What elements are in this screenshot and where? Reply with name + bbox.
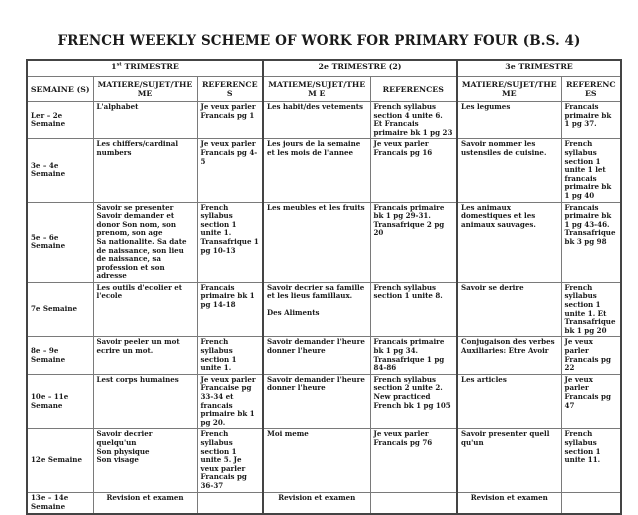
matiere-3-cell [457,102,561,139]
cell-line: French syllabus section 1 unite 1. [200,337,237,373]
table-row [27,492,621,514]
matiere-2-cell [263,102,370,139]
cell-line: Je veux parler Francais pg 4-5 [200,139,258,166]
table-row [27,429,621,492]
week-cell: 8e – 9e Semaine [27,337,93,374]
references-1-cell [197,102,263,139]
references-2-cell [370,492,457,514]
week-cell: 5e – 6e Semaine [27,202,93,282]
cell-line: Les habit/des vetements [267,102,364,111]
week-cell: 12e Semaine [27,429,93,492]
week-cell: 13e – 14e Semaine [27,492,93,514]
references-2-cell [370,337,457,374]
cell-line: Des Aliments [267,308,320,318]
cell-line: Francais primaire bk 1 pg 37. [564,102,612,129]
references-3-cell [561,282,621,337]
cell-line: Revision et examen [278,492,356,502]
cell-line: Je veux parler Francais pg 16 [373,139,433,157]
cell-line: Savoir demander et donor Son nom, son prenom, son age [96,211,176,238]
cell-line: Savoir nommer les ustensiles de cuisine. [461,139,547,157]
cell-line: French syllabus section 1 unite 1 let francais primaire bk 1 pg 40 [564,139,612,200]
cell-line: Francais primaire bk 1 pg 29-31. Transafrique 2 pg 20 [373,202,445,238]
cell-line: Je veux parler Francais pg 47 [564,374,611,410]
trimester-1-label: TRIMESTRE [121,62,179,71]
header-references-3: REFERENCES [561,77,621,102]
table-row [27,202,621,282]
table-row [27,374,621,429]
scheme-table [26,59,622,515]
cell-line: Francais primaire bk 1 pg 43-46. Transafrique bk 3 pg 98 [564,202,616,246]
references-1-cell [197,337,263,374]
cell-line: Les outils d'ecolier et l'ecole [96,282,183,301]
trimester-1-header [27,60,263,77]
matiere-2-cell [263,202,370,282]
cell-line: Francais primaire bk 1 pg 34. Transafrique 1 pg 84-86 [373,337,445,373]
cell-line: Savoir demander l'heure donner l'heure [267,337,365,356]
references-2-cell [370,102,457,139]
cell-line: French syllabus section 1 unite 11. [564,429,601,465]
table-row [27,139,621,202]
cell-line: Son visage [96,455,139,465]
cell-line: Les chiffers/cardinal numbers [96,139,179,157]
matiere-2-cell [263,282,370,337]
cell-line: French syllabus section 1 unite 5. Je veux parler Francais pg 36-37 [200,429,247,490]
matiere-1-cell [93,429,197,492]
matiere-2-cell [263,374,370,429]
references-3-cell [561,102,621,139]
references-3-cell [561,492,621,514]
cell-line: Les legumes [461,102,511,111]
matiere-1-cell [93,374,197,429]
cell-line: Savoir demander l'heure donner l'heure [267,374,365,393]
cell-line: Sa nationalite. Sa date de naissance, son lieu de naissance, sa profession et son adresse [96,236,187,281]
cell-line: Moi meme [267,429,309,439]
references-1-cell [197,282,263,337]
trimester-3-header: 3e TRIMESTRE [457,60,621,77]
matiere-3-cell [457,282,561,337]
cell-line: Je veux parler Francais pg 22 [564,337,611,373]
references-2-cell [370,202,457,282]
references-2-cell [370,374,457,429]
matiere-1-cell [93,139,197,202]
cell-line: Les animaux domestiques et les animaux sauvages. [461,202,536,229]
references-3-cell [561,337,621,374]
week-cell: 3e – 4e Semaine [27,139,93,202]
cell-line: French syllabus section 2 unite 2. New practiced French bk 1 pg 105 [373,374,451,410]
cell-line: Savoir decrier quelqu'un [96,429,153,447]
references-3-cell [561,202,621,282]
matiere-1-cell [93,492,197,514]
cell-line: Revision et examen [106,492,184,502]
week-cell: Ler – 2e Semaine [27,102,93,139]
page-title: FRENCH WEEKLY SCHEME OF WORK FOR PRIMARY FOUR (B.S. 4) [57,33,581,49]
header-references-2: REFERENCES [370,77,457,102]
references-2-cell [370,282,457,337]
matiere-1-cell [93,337,197,374]
table-row [27,282,621,337]
cell-line: Savoir presenter quell qu'un [461,429,550,447]
header-matiere-1: MATIERE/SUJET/THE ME [93,77,197,102]
matiere-1-cell [93,102,197,139]
header-matiere-2: MATIEME/SUJET/THEM E [263,77,370,102]
cell-line: Savoir decrier sa famille et les lieus famillaux. [267,282,365,301]
references-2-cell [370,139,457,202]
cell-line: Les meubles et les fruits [267,202,365,212]
matiere-3-cell [457,492,561,514]
cell-line: Francais primaire bk 1 pg 14-18 [200,282,255,310]
matiere-1-cell [93,282,197,337]
table-row [27,337,621,374]
matiere-1-cell [93,202,197,282]
cell-line: Savoir peeler un mot ecrire un mot. [96,337,180,356]
matiere-2-cell [263,429,370,492]
references-1-cell [197,202,263,282]
trimester-header-row [27,60,621,77]
matiere-3-cell [457,337,561,374]
cell-line: French syllabus section 1 unite 1. Et Transafrique bk 1 pg 20 [564,282,616,335]
cell-line: Son physique [96,446,150,456]
references-3-cell [561,429,621,492]
cell-line: Savoir se derire [461,282,524,292]
header-matiere-3: MATIERE/SUJET/THE ME [457,77,561,102]
references-2-cell [370,429,457,492]
cell-line: Je veux parler Francaise pg 33-34 et francais primaire bk 1 pg 20. [200,374,256,427]
week-cell: 10e – 11e Semane [27,374,93,429]
cell-line: French syllabus section 1 unite 1. Transafrique 1 pg 10-13 [200,202,259,255]
matiere-2-cell [263,139,370,202]
matiere-3-cell [457,374,561,429]
cell-line: Je veux parler Francais pg 76 [373,429,433,447]
matiere-3-cell [457,429,561,492]
matiere-3-cell [457,202,561,282]
header-semaine: SEMAINE (S) [27,77,93,102]
references-3-cell [561,374,621,429]
cell-line: Conjugaison des verbes Auxiliaries: Etre Avoir [461,337,555,356]
references-1-cell [197,429,263,492]
cell-line: Je veux parler Francais pg 1 [200,102,256,120]
cell-line: L'alphabet [96,102,139,111]
cell-line: Les jours de la semaine et les mois de l'annee [267,139,361,157]
trimester-1-number: 1 [111,62,117,71]
table-row [27,102,621,139]
cell-line: Lest corps humaines [96,374,179,384]
cell-line: Revision et examen [470,492,548,502]
column-header-row [27,77,621,102]
cell-line: French syllabus section 1 unite 8. [373,282,443,301]
references-1-cell [197,492,263,514]
cell-line: Les articles [461,374,507,384]
references-3-cell [561,139,621,202]
references-1-cell [197,139,263,202]
header-references-1: REFERENCES [197,77,263,102]
cell-line: Savoir se presenter [96,202,174,212]
trimester-1-ordinal: st [116,61,122,68]
matiere-2-cell [263,492,370,514]
cell-line: French syllabus section 4 unite 6. Et Francais primaire bk 1 pg 23 [373,102,453,137]
trimester-2-header: 2e TRIMESTRE (2) [263,60,457,77]
matiere-3-cell [457,139,561,202]
week-cell: 7e Semaine [27,282,93,337]
references-1-cell [197,374,263,429]
matiere-2-cell [263,337,370,374]
